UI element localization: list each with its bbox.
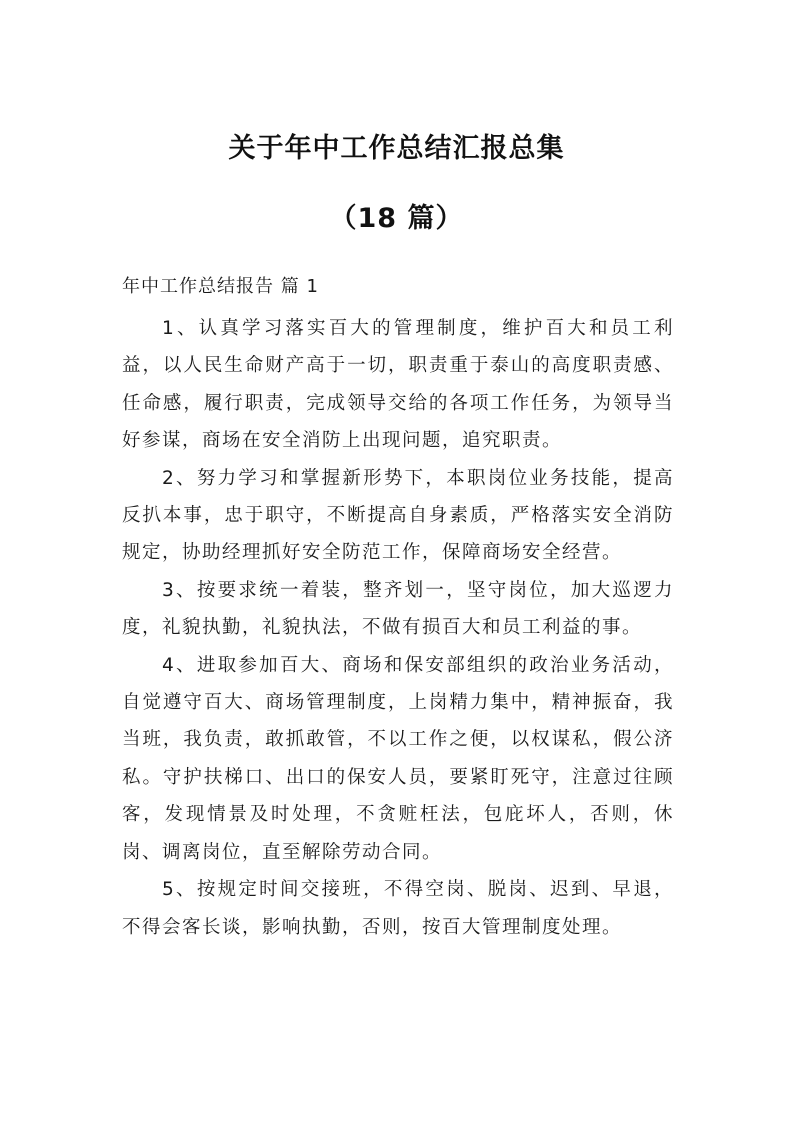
paragraph-2: 2、努力学习和掌握新形势下，本职岗位业务技能，提高反扒本事，忠于职守，不断提高自身素质，严格落实安全消防规定，协助经理抓好安全防范工作，保障商场安全经营。 — [122, 467, 674, 564]
document-title: 关于年中工作总结汇报总集 — [228, 133, 565, 164]
paragraph-5: 5、按规定时间交接班，不得空岗、脱岗、迟到、早退，不得会客长谈，影响执勤，否则，按百大管理制度处理。 — [122, 879, 674, 938]
paragraph-4: 4、进取参加百大、商场和保安部组织的政治业务活动，自觉遵守百大、商场管理制度，上岗精力集中，精神振奋，我当班，我负责，敢抓敢管，不以工作之便，以权谋私，假公济私。守护扶梯口、出口的保安人员，要紧盯死守，注意过往顾客，发现情景及时处理，不贪赃枉法，包庇坏人，否则，休岗、调离岗位，直至解除劳动合同。 — [122, 654, 674, 863]
document-body — [122, 310, 674, 946]
paragraph-1: 1、认真学习落实百大的管理制度，维护百大和员工利益，以人民生命财产高于一切，职责重于泰山的高度职责感、任命感，履行职责，完成领导交给的各项工作任务，为领导当好参谋，商场在安全消防上出现问题，追究职责。 — [122, 318, 674, 452]
section-heading: 年中工作总结报告 篇 1 — [122, 276, 319, 297]
paragraph-3: 3、按要求统一着装，整齐划一，坚守岗位，加大巡逻力度，礼貌执勤，礼貌执法，不做有损百大和员工利益的事。 — [122, 579, 674, 639]
document-subtitle: （18 篇） — [329, 203, 464, 234]
